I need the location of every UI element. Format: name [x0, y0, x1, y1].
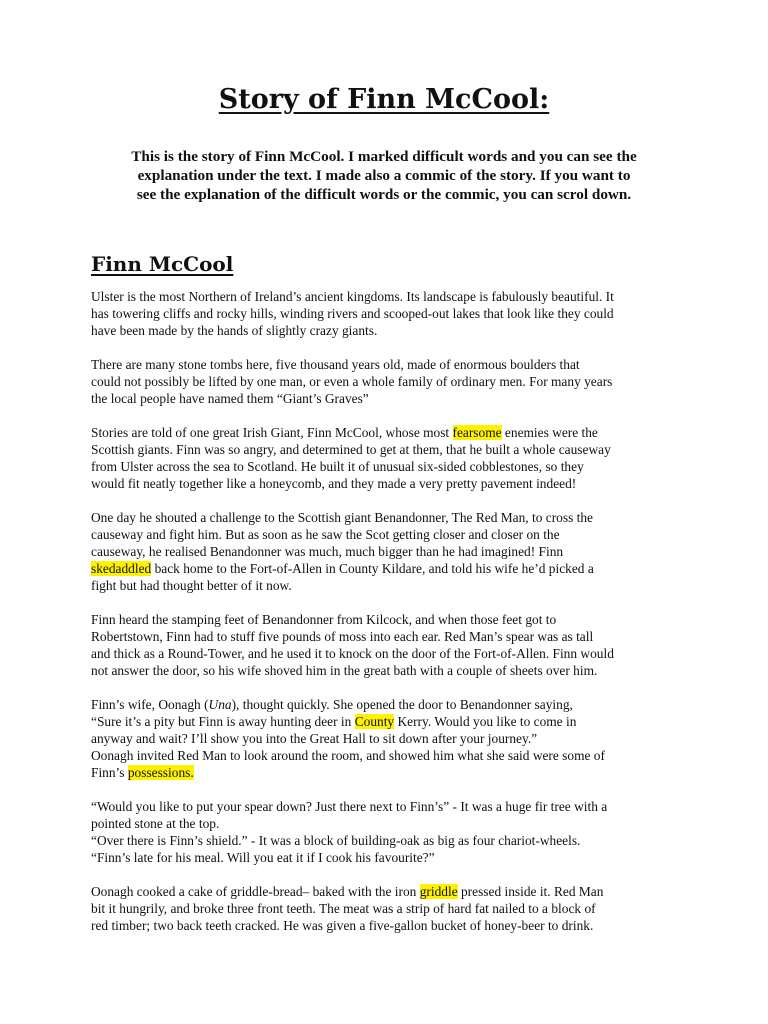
- paragraph-3: [91, 424, 681, 492]
- text-segment: back home to the Fort-of-Allen in County Kildare, and told his wife he’d picked a: [151, 561, 594, 576]
- text-line: [91, 560, 681, 577]
- section-heading: Finn McCool: [91, 252, 234, 276]
- text-line: causeway and fight him. But as soon as he saw the Scot getting closer and closer on the: [91, 527, 560, 542]
- text-line: would fit neatly together like a honeycomb, and they made a very pretty pavement indeed!: [91, 476, 577, 491]
- text-line: There are many stone tombs here, five thousand years old, made of enormous boulders that: [91, 357, 580, 372]
- text-line: pointed stone at the top.: [91, 816, 220, 831]
- highlighted-word: fearsome: [452, 425, 502, 440]
- text-line: Finn heard the stamping feet of Benandonner from Kilcock, and when those feet got to: [91, 612, 557, 627]
- intro-text: [86, 147, 682, 204]
- text-line: [91, 764, 681, 781]
- text-line: red timber; two back teeth cracked. He was given a five-gallon bucket of honey-beer to drink.: [91, 918, 594, 933]
- text-line: Ulster is the most Northern of Ireland’s ancient kingdoms. Its landscape is fabulously beautiful. It: [91, 289, 614, 304]
- text-line: the local people have named them “Giant’s Graves”: [91, 391, 369, 406]
- text-segment: pressed inside it. Red Man: [457, 884, 604, 899]
- text-line: not answer the door, so his wife shoved him in the great bath with a couple of sheets over him.: [91, 663, 598, 678]
- highlighted-word: possessions.: [127, 765, 194, 780]
- paragraph-4: [91, 509, 681, 594]
- text-line: [91, 883, 681, 900]
- text-line: bit it hungrily, and broke three front teeth. The meat was a strip of hard fat nailed to a block of: [91, 901, 596, 916]
- highlighted-word: County: [354, 714, 395, 729]
- text-line: Scottish giants. Finn was so angry, and determined to get at them, that he built a whole causeway: [91, 442, 611, 457]
- text-segment: Oonagh cooked a cake of griddle-bread– baked with the iron: [91, 884, 420, 899]
- highlighted-word: skedaddled: [91, 561, 152, 576]
- text-line: “Over there is Finn’s shield.” - It was a block of building-oak as big as four chariot-wheels.: [91, 833, 581, 848]
- text-line: have been made by the hands of slightly crazy giants.: [91, 323, 378, 338]
- highlighted-word: griddle: [419, 884, 458, 899]
- intro-line: see the explanation of the difficult words or the commic, you can scrol down.: [136, 186, 632, 203]
- text-line: Oonagh invited Red Man to look around the room, and showed him what she said were some of: [91, 748, 605, 763]
- paragraph-7: [91, 798, 681, 866]
- text-line: [91, 713, 681, 730]
- text-segment: enemies were the: [501, 425, 598, 440]
- text-line: could not possibly be lifted by one man, or even a whole family of ordinary men. For many years: [91, 374, 613, 389]
- text-segment: “Sure it’s a pity but Finn is away hunting deer in: [91, 714, 355, 729]
- paragraph-8: [91, 883, 681, 934]
- text-line: anyway and wait? I’ll show you into the Great Hall to sit down after your journey.”: [91, 731, 538, 746]
- text-line: “Finn’s late for his meal. Will you eat it if I cook his favourite?”: [91, 850, 435, 865]
- text-line: [91, 424, 681, 441]
- story-body: [91, 288, 681, 951]
- text-segment: ), thought quickly. She opened the door to Benandonner saying,: [231, 697, 573, 712]
- text-line: fight but had thought better of it now.: [91, 578, 292, 593]
- text-segment: Finn’s: [91, 765, 128, 780]
- text-line: [91, 696, 681, 713]
- text-line: One day he shouted a challenge to the Scottish giant Benandonner, The Red Man, to cross the: [91, 510, 593, 525]
- paragraph-5: [91, 611, 681, 679]
- intro-line: explanation under the text. I made also a commic of the story. If you want to: [137, 167, 631, 184]
- paragraph-2: [91, 356, 681, 407]
- text-segment: Kerry. Would you like to come in: [394, 714, 577, 729]
- text-line: from Ulster across the sea to Scotland. He built it of unusual six-sided cobblestones, so they: [91, 459, 584, 474]
- text-line: causeway, he realised Benandonner was much, much bigger than he had imagined! Finn: [91, 544, 564, 559]
- page-title: Story of Finn McCool:: [218, 84, 550, 115]
- text-segment: Stories are told of one great Irish Giant, Finn McCool, whose most: [91, 425, 453, 440]
- text-line: “Would you like to put your spear down? Just there next to Finn’s” - It was a huge fir tree with a: [91, 799, 608, 814]
- paragraph-1: [91, 288, 681, 339]
- text-line: has towering cliffs and rocky hills, winding rivers and scooped-out lakes that look like they could: [91, 306, 614, 321]
- intro-line: This is the story of Finn McCool. I marked difficult words and you can see the: [131, 148, 637, 165]
- text-line: and thick as a Round-Tower, and he used it to knock on the door of the Fort-of-Allen. Finn would: [91, 646, 614, 661]
- text-line: Robertstown, Finn had to stuff five pounds of moss into each ear. Red Man’s spear was as tall: [91, 629, 594, 644]
- italic-word: Una: [208, 697, 232, 712]
- paragraph-6: [91, 696, 681, 781]
- text-segment: Finn’s wife, Oonagh (: [91, 697, 209, 712]
